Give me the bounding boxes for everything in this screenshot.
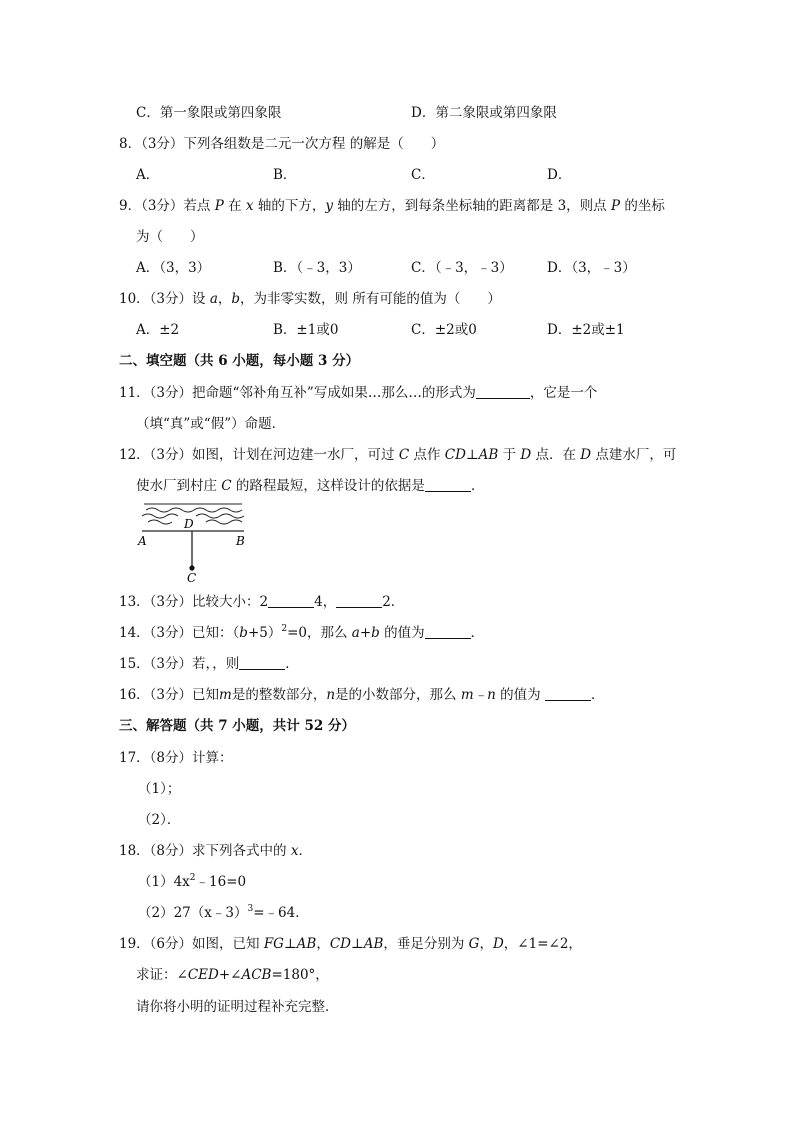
q18-part-1: $(1)4x^2﹣16=0$ — [138, 873, 247, 890]
river-wave-4 — [148, 520, 172, 524]
river-figure — [136, 498, 256, 588]
q10-option-b: B．±1或0 — [273, 322, 339, 338]
q12-stem: 12．（3分）如图，计划在河边建一水厂，可过 C 点作 CD⊥AB 于 D 点．在 D 点建水厂，可 — [119, 447, 677, 463]
q16-stem: 16．（3分）已知m是的整数部分，n是的小数部分，那么 m﹣n 的值为 ． — [119, 687, 605, 703]
q9-option-a: A．（3，3） — [136, 260, 211, 276]
q18-part-2: （2）27（x﹣3）$^3$=﹣64． — [138, 904, 309, 921]
river-wave-3 — [196, 514, 244, 518]
q17-part-2: （2）． — [138, 812, 181, 828]
q10-option-d: D．±2或±1 — [547, 322, 625, 338]
q13-blank-2[interactable] — [336, 593, 382, 608]
river-wave-1 — [146, 508, 242, 512]
q8-option-a: A． — [136, 167, 160, 183]
q11-stem: 11．（3分）把命题“邻补角互补”写成如果…那么…的形式为 ，它是一个 — [119, 385, 598, 401]
label-b: B — [236, 534, 245, 548]
q14-stem: 14．（3分）已知：$(b+5)^2=0$，那么 a+b 的值为 ． — [119, 624, 485, 641]
q10-stem: 10．（3分）设 a，b，为非零实数，则 所有可能的值为（ ） — [119, 291, 501, 307]
q13-blank-1[interactable] — [268, 593, 314, 608]
q19-stem: 19．（6分）如图，已知 FG⊥AB，CD⊥AB，垂足分别为 G，D，∠1=∠2， — [119, 936, 582, 952]
q12-blank[interactable] — [425, 477, 471, 492]
section-3-heading: 三、解答题（共 7 小题，共计 52 分） — [119, 718, 355, 734]
q15-blank[interactable] — [239, 655, 285, 670]
label-c: C — [187, 571, 197, 585]
q11-blank[interactable] — [476, 384, 530, 399]
q17-part-1: （1）； — [138, 781, 181, 797]
q19-instruction: 请你将小明的证明过程补充完整． — [136, 999, 339, 1015]
q10-option-c: C．±2或0 — [411, 322, 477, 338]
q8-option-b: B． — [273, 167, 297, 183]
river-wave-5 — [206, 520, 242, 524]
label-d: D — [184, 517, 194, 531]
q9-option-d: D．（3，﹣3） — [547, 260, 636, 276]
q7-option-c: C．第一象限或第四象限 — [136, 105, 282, 121]
q10-option-a: A．±2 — [136, 322, 180, 338]
q15-stem: 15．（3分）若，，则 ． — [119, 656, 299, 672]
q9-stem: 9．（3分）若点 P 在 x 轴的下方，y 轴的左方，到每条坐标轴的距离都是 3，则点 P 的坐标 — [119, 198, 665, 214]
q8-option-c: C． — [411, 167, 435, 183]
q9-option-b: B．（﹣3，3） — [273, 260, 361, 276]
q9-stem-line2: 为（ ） — [136, 229, 204, 245]
q7-option-d: D．第二象限或第四象限 — [411, 105, 557, 121]
q12-stem-line2: 使水厂到村庄 C 的路程最短，这样设计的依据是 ． — [136, 478, 485, 494]
q8-stem: 8．（3分）下列各组数是二元一次方程 的解是（ ） — [119, 136, 445, 152]
q13-stem: 13．（3分）比较大小：2 4， 2． — [119, 594, 405, 610]
q17-stem: 17．（8分）计算： — [119, 750, 233, 766]
q19-proof-statement: 求证：∠CED+∠ACB=180°， — [136, 967, 329, 983]
q14-blank[interactable] — [425, 624, 471, 639]
point-c-dot — [189, 565, 194, 570]
q18-stem: 18．（8分）求下列各式中的 x． — [119, 843, 312, 859]
q8-option-d: D． — [547, 167, 572, 183]
section-2-heading: 二、填空题（共 6 小题，每小题 3 分） — [119, 353, 360, 369]
q16-blank[interactable] — [545, 686, 591, 701]
label-a: A — [138, 534, 147, 548]
river-wave-2 — [142, 514, 178, 518]
q11-stem-line2: （填“真”或“假”）命题． — [136, 416, 286, 432]
q9-option-c: C．（﹣3，﹣3） — [411, 260, 513, 276]
